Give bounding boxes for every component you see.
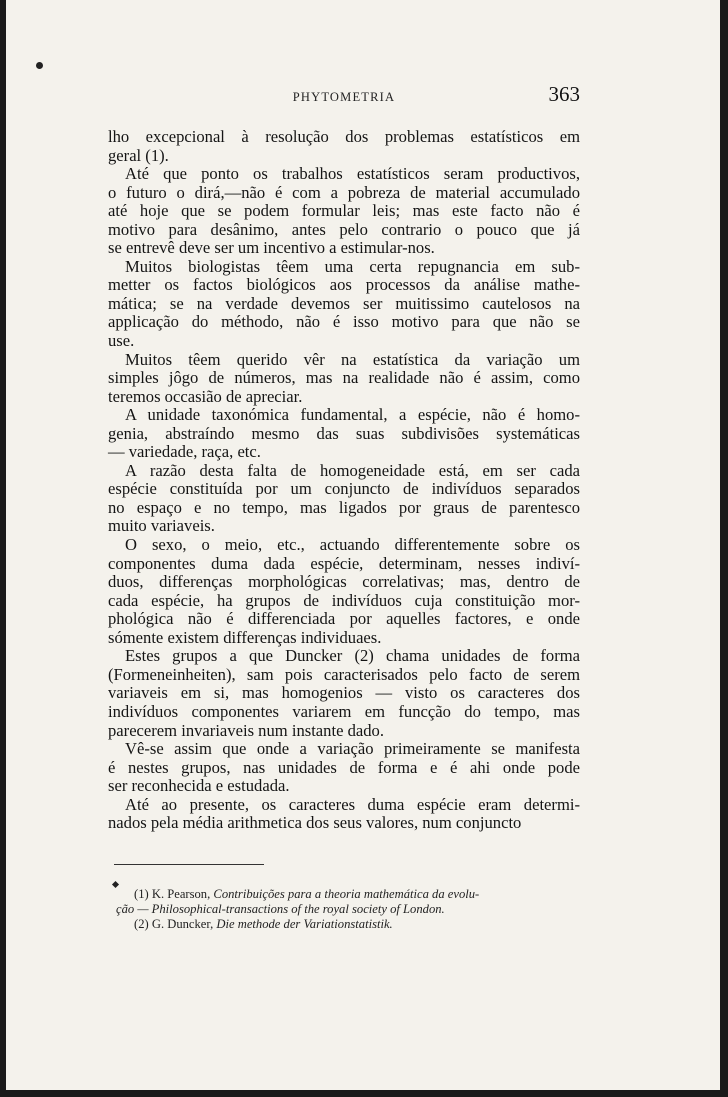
text-line: genia, abstraíndo mesmo das suas subdivisões systemáticas bbox=[108, 423, 580, 443]
text-line: muito variaveis. bbox=[108, 516, 215, 536]
text-line: O sexo, o meio, etc., actuando differentemente sobre os bbox=[125, 535, 580, 555]
text-line: cada espécie, ha grupos de indivíduos cuja constituição mor- bbox=[108, 590, 580, 610]
ink-spot bbox=[36, 62, 43, 69]
text-line: é nestes grupos, nas unidades de forma e é ahi onde pode bbox=[108, 757, 580, 777]
text-line: Vê-se assim que onde a variação primeiramente se manifesta bbox=[125, 739, 580, 759]
text-line: Até que ponto os trabalhos estatísticos seram productivos, bbox=[125, 164, 580, 184]
text-line: mática; se na verdade devemos ser muitissimo cautelosos na bbox=[108, 293, 580, 313]
footnote-title-cont: ção — Philosophical-transactions of the royal society of London. bbox=[116, 902, 445, 916]
text-line: use. bbox=[108, 331, 135, 351]
text-line: variaveis em si, mas homogenios — visto os caracteres dos bbox=[108, 683, 580, 703]
footnote-author: K. Pearson, bbox=[151, 887, 211, 901]
footnote-title: Contribuições para a theoria mathemática da evolu- bbox=[213, 887, 480, 901]
text-line: A razão desta falta de homogeneidade está, em ser cada bbox=[125, 460, 580, 480]
text-line: Muitos têem querido vêr na estatística da variação um bbox=[125, 349, 580, 369]
text-line: motivo para desânimo, antes pelo contrario o pouco que já bbox=[108, 219, 580, 239]
text-line: A unidade taxonómica fundamental, a espécie, não é homo- bbox=[125, 405, 580, 425]
text-line: Até ao presente, os caracteres duma espécie eram determi- bbox=[125, 794, 580, 814]
text-line: (Formeneinheiten), sam pois caracterisados pelo facto de serem bbox=[108, 664, 580, 684]
text-line: Estes grupos a que Duncker (2) chama unidades de forma bbox=[125, 646, 580, 666]
text-line: parecerem invariaveis num instante dado. bbox=[108, 720, 384, 740]
page-number: 363 bbox=[548, 82, 580, 106]
text-line: espécie constituída por um conjuncto de indivíduos separados bbox=[108, 479, 580, 499]
footnote-marker: (1) bbox=[134, 887, 149, 901]
running-title: PHYTOMETRIA bbox=[292, 90, 396, 104]
text-line: phológica não é differenciada por aquelles factores, e onde bbox=[108, 609, 580, 629]
text-line: componentes duma dada espécie, determinam, nesses indiví- bbox=[108, 553, 580, 573]
footnote-1 bbox=[116, 887, 580, 917]
book-page bbox=[6, 0, 720, 1090]
text-line: indivíduos componentes variarem em funcção do tempo, mas bbox=[108, 701, 580, 721]
footnote-author: G. Duncker, bbox=[151, 917, 214, 931]
footnote-marker: (2) bbox=[134, 917, 149, 931]
text-line: metter os factos biológicos aos processos da análise mathe- bbox=[108, 275, 580, 295]
text-line: geral (1). bbox=[108, 145, 169, 165]
text-line: ser reconhecida e estudada. bbox=[108, 776, 290, 796]
text-line: o futuro o dirá,—não é com a pobreza de material accumulado bbox=[108, 182, 580, 202]
text-line: simples jôgo de números, mas na realidade não é assim, como bbox=[108, 368, 580, 388]
text-line: sómente existem differenças individuaes. bbox=[108, 627, 382, 647]
footnote-title: Die methode der Variationstatistik. bbox=[216, 917, 393, 931]
text-line: applicação do méthodo, não é isso motivo para que não se bbox=[108, 312, 580, 332]
text-line: Muitos biologistas têem uma certa repugnancia em sub- bbox=[125, 256, 580, 276]
text-line: lho excepcional à resolução dos problemas estatísticos em bbox=[108, 127, 580, 146]
text-line: até hoje que se podem formular leis; mas este facto não é bbox=[108, 201, 580, 221]
text-line: duos, differenças morphológicas correlativas; mas, dentro de bbox=[108, 572, 580, 592]
text-line: no espaço e no tempo, mas ligados por graus de parentesco bbox=[108, 497, 580, 517]
body-text bbox=[108, 128, 580, 833]
text-line: — variedade, raça, etc. bbox=[108, 442, 261, 462]
text-line: se entrevê deve ser um incentivo a estimular-nos. bbox=[108, 238, 435, 258]
footnote-2 bbox=[116, 917, 580, 932]
text-line: nados pela média arithmetica dos seus valores, num conjuncto bbox=[108, 813, 522, 833]
footnotes bbox=[116, 887, 580, 932]
footnote-rule bbox=[114, 864, 264, 865]
page-header bbox=[108, 82, 580, 110]
text-line: teremos occasião de apreciar. bbox=[108, 386, 303, 406]
